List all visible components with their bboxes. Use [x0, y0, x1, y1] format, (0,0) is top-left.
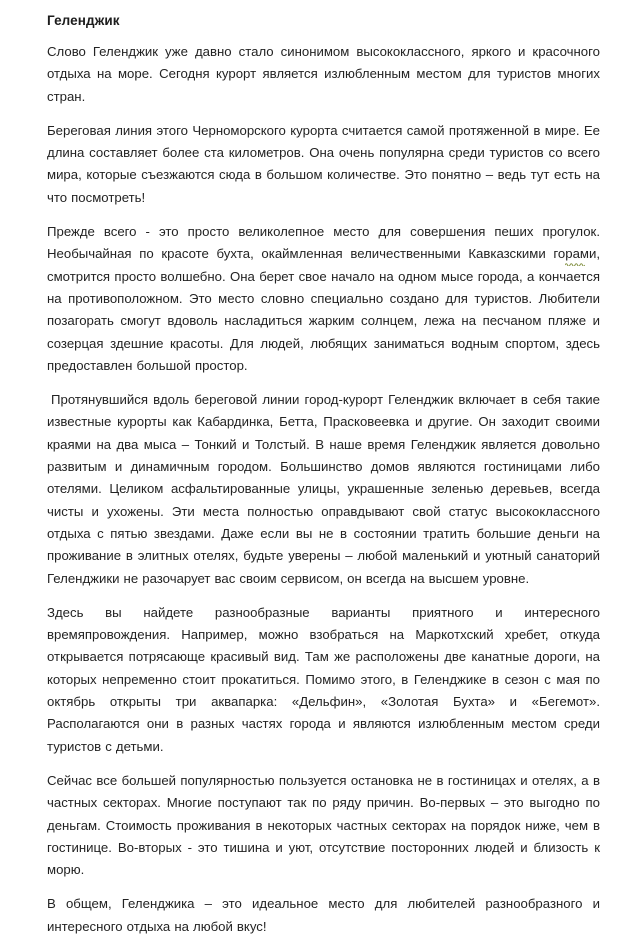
page-title: Геленджик	[47, 13, 120, 28]
paragraph-7: В общем, Геленджика – это идеальное место для любителей разнообразного и интересного отдыха на любой вкус!	[47, 896, 600, 934]
paragraph-3: Прежде всего - это просто великолепное место для совершения пеших прогулок. Необычайная по красоте бухта, окаймленная величественными Кавказскими горами, смотрится просто волшебно. Она берет свое начало на одном мысе города, а кончается на противоположном. Это место словно специально создано для туристов. Любители позагорать смогут вдоволь насладиться жарким солнцем, лежа на песчаном пляже и созерцая здешние красоты. Для людей, любящих заниматься водным спортом, здесь предоставлен большой простор.	[47, 224, 600, 373]
paragraph-6: Сейчас все большей популярностью пользуется остановка не в гостиницах и отелях, а в частных секторах. Многие поступают так по ряду причин. Во-первых – это выгодно по деньгам. Стоимость проживания в некоторых частных секторах на порядок ниже, чем в гостинице. Во-вторых - это тишина и уют, отсутствие посторонних людей и близость к морю.	[47, 772, 600, 878]
paragraph-2: Береговая линия этого Черноморского курорта считается самой протяженной в мире. Ее длина составляет более ста километров. Она очень популярна среди туристов со всего мира, которые съезжаются сюда в большом количестве. Это понятно – ведь тут есть на что посмотреть!	[47, 122, 600, 205]
paragraph-1: Слово Геленджик уже давно стало синонимом высококлассного, яркого и красочного отдыха на море. Сегодня курорт является излюбленным местом для туристов многих стран.	[47, 44, 600, 104]
paragraph-4: Протянувшийся вдоль береговой линии город-курорт Геленджик включает в себя такие известные курорты как Кабардинка, Бетта, Прасковеевка и другие. Он заходит своими краями на два мыса – Тонкий и Толстый. В наше время Геленджик является довольно развитым и динамичным городом. Большинство домов являются гостиницами либо отелями. Целиком асфальтированные улицы, украшенные зеленью деревьев, всегда чисты и ухожены. Эти места полностью оправдывают свой статус высококлассного отдыха с пятью звездами. Даже если вы не в состоянии тратить большие деньги на проживание в элитных отелях, будьте уверены – любой маленький и уютный санаторий Геленджики не разочарует вас своим сервисом, он всегда на высшем уровне.	[47, 392, 600, 586]
paragraph-5: Здесь вы найдете разнообразные варианты приятного и интересного времяпровождения. Например, можно взобраться на Маркотхский хребет, откуда открывается потрясающе красивый вид. Там же расположены две канатные дороги, на которых непременно стоит прокатиться. Помимо этого, в Геленджике в сезон с мая по октябрь открыты три аквапарка: «Дельфин», «Золотая Бухта» и «Бегемот». Располагаются они в разных частях города и являются излюбленным местом среди туристов с детьми.	[47, 604, 600, 754]
